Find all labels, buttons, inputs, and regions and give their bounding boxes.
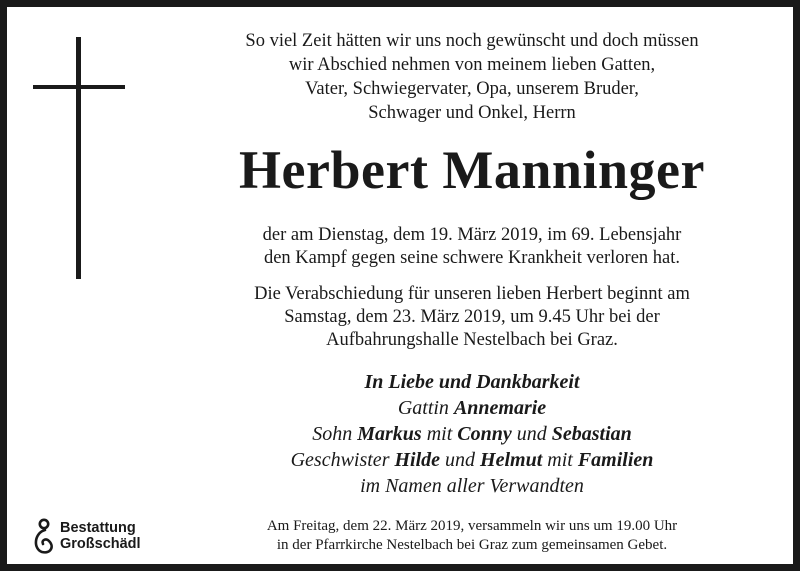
cross-vertical-bar — [76, 37, 81, 279]
siblings-prefix: Geschwister — [290, 449, 395, 471]
grandchild-name: Sebastian — [551, 423, 632, 445]
mourners-heading: In Liebe und Dankbarkeit — [364, 371, 580, 393]
cross-horizontal-bar — [33, 85, 125, 89]
intro-line: Vater, Schwiegervater, Opa, unserem Bruder, — [305, 79, 639, 99]
wife-name: Annemarie — [453, 397, 547, 419]
prayer-info-line: in der Pfarrkirche Nestelbach bei Graz zum gemeinsamen Gebet. — [276, 537, 668, 553]
prayer-info — [147, 517, 797, 555]
mourners-list — [147, 369, 797, 499]
intro-line: So viel Zeit hätten wir uns noch gewünscht und doch müssen — [245, 31, 699, 51]
funeral-home-logo — [29, 517, 141, 555]
wife-prefix: Gattin — [397, 397, 454, 419]
families-text: Familien — [577, 449, 654, 471]
farewell-info — [147, 283, 797, 352]
partner-name: Conny — [457, 423, 512, 445]
funeral-home-line1: Bestattung — [60, 520, 136, 536]
sibling-name: Hilde — [394, 449, 441, 471]
deceased-name: Herbert Manninger — [239, 140, 705, 200]
son-prefix: Sohn — [312, 423, 358, 445]
mourner-son — [147, 421, 797, 447]
farewell-info-line: Die Verabschiedung für unseren lieben Herbert beginnt am — [254, 284, 690, 304]
farewell-info-line: Aufbahrungshalle Nestelbach bei Graz. — [326, 330, 618, 350]
death-info-line: der am Dienstag, dem 19. März 2019, im 69. Lebensjahr — [262, 225, 682, 245]
farewell-info-line: Samstag, dem 23. März 2019, um 9.45 Uhr bei der — [284, 307, 660, 327]
stylized-figure-icon — [29, 517, 57, 555]
and-text: und — [511, 423, 552, 445]
prayer-info-line: Am Freitag, dem 22. März 2019, versammeln wir uns um 19.00 Uhr — [266, 518, 678, 534]
intro-text — [147, 29, 797, 125]
mourners-relatives: im Namen aller Verwandten — [360, 475, 584, 497]
mourner-wife — [147, 395, 797, 421]
with-text: mit — [421, 423, 458, 445]
and-text: und — [440, 449, 481, 471]
with-text: mit — [542, 449, 578, 471]
son-name: Markus — [357, 423, 422, 445]
funeral-home-line2: Großschädl — [60, 536, 141, 552]
intro-line: wir Abschied nehmen von meinem lieben Gatten, — [288, 55, 656, 75]
death-info — [147, 224, 797, 270]
sibling-name: Helmut — [480, 449, 543, 471]
funeral-home-name — [60, 520, 141, 552]
mourner-siblings — [147, 447, 797, 473]
intro-line: Schwager und Onkel, Herrn — [368, 103, 576, 123]
death-info-line: den Kampf gegen seine schwere Krankheit verloren hat. — [263, 248, 681, 268]
